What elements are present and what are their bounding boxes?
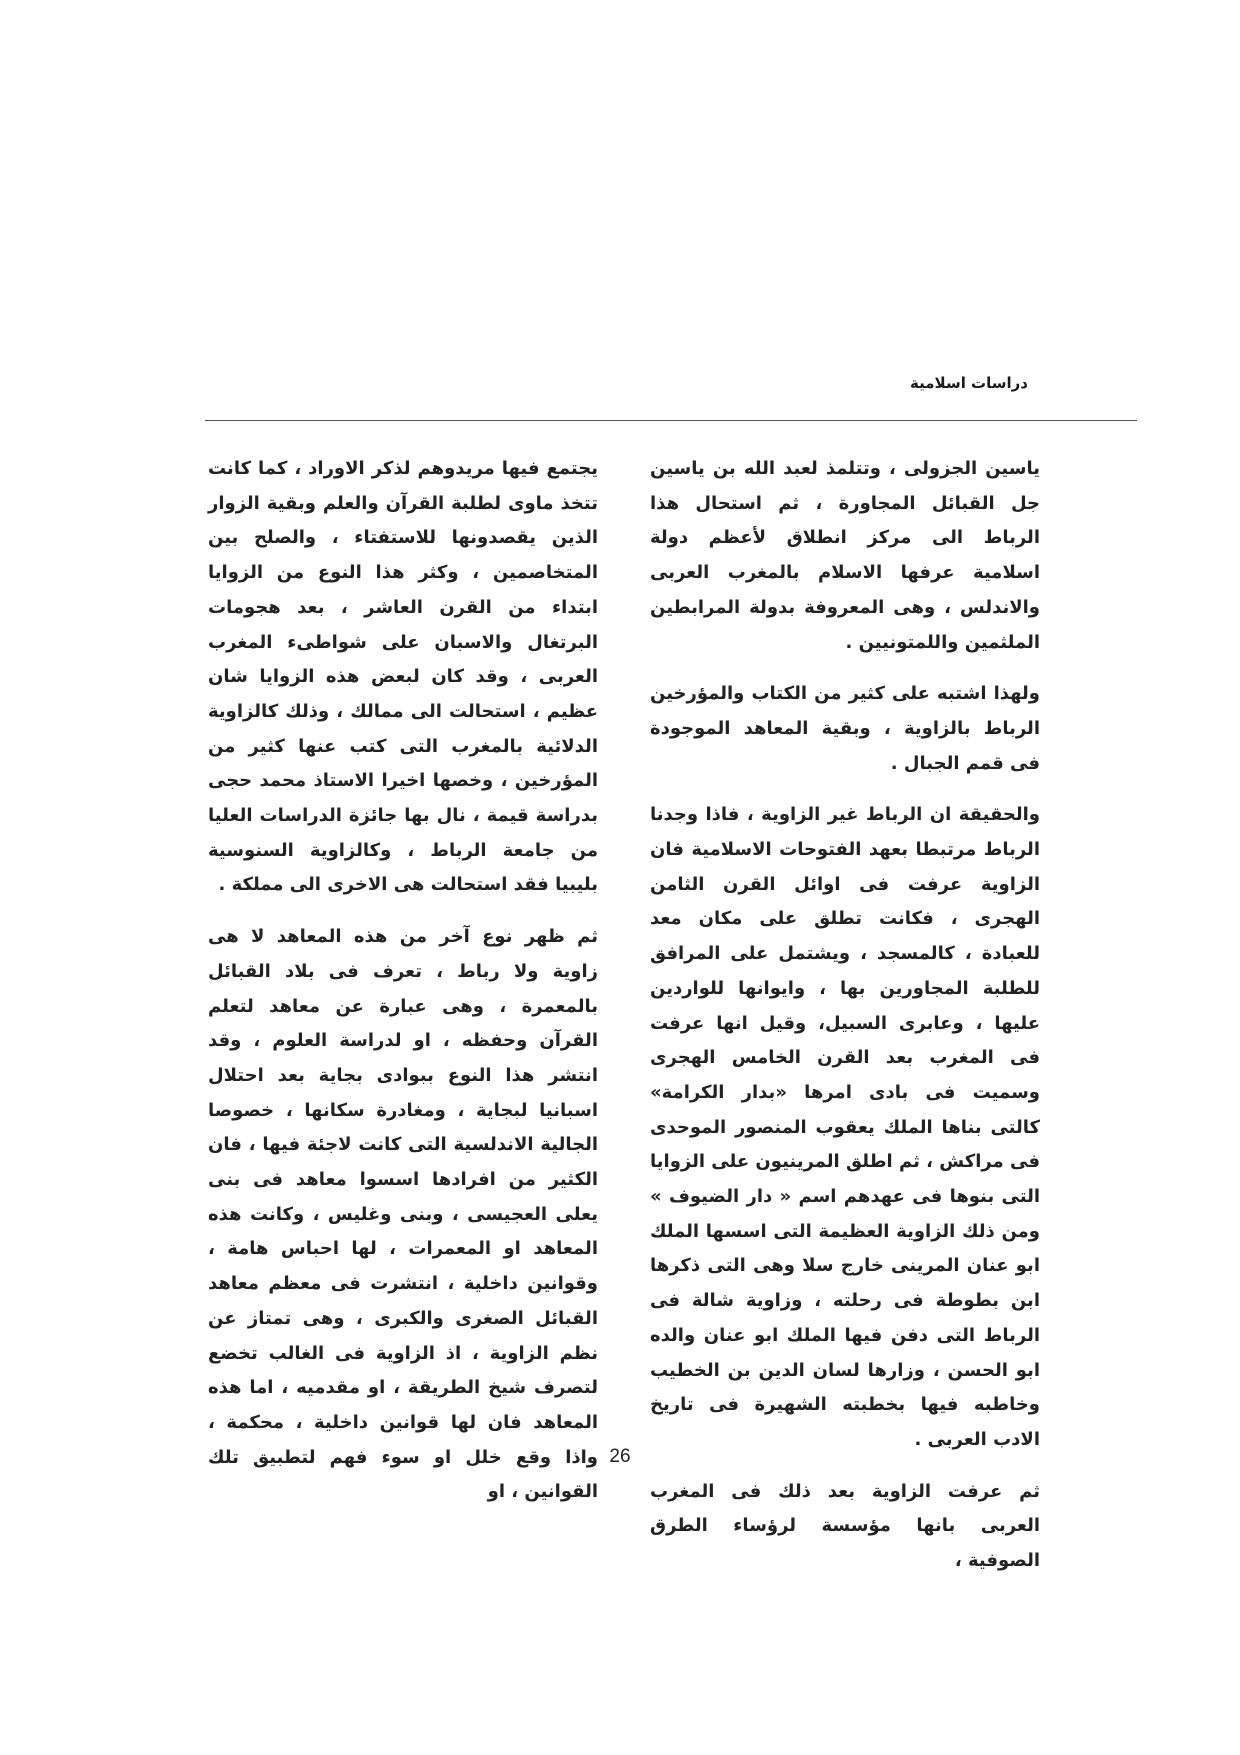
right-column [650,452,1040,1596]
paragraph: والحقيقة ان الرباط غير الزاوية ، فاذا وجدنا الرباط مرتبطا بعهد الفتوحات الاسلامية فان الزاوية عرفت فى اوائل القرن الثامن الهجرى ، فكانت تطلق على مكان معد للعبادة ، كالمسجد ، ويشتمل على المرافق للطلبة المجاورين بها ، وايوانها للواردين عليها ، وعابرى السبيل، وقيل انها عرفت فى المغرب بعد القرن الخامس الهجرى وسميت فى بادى امرها «بدار الكرامة» كالتى بناها الملك يعقوب المنصور الموحدى فى مراكش ، ثم اطلق المرينيون على الزوايا التى بنوها فى عهدهم اسم « دار الضيوف » ومن ذلك الزاوية العظيمة التى اسسها الملك ابو عنان المرينى خارج سلا وهى التى ذكرها ابن بطوطة فى رحلته ، وزاوية شالة فى الرباط التى دفن فيها الملك ابو عنان والده ابو الحسن ، وزارها لسان الدين بن الخطيب وخاطبه فيها بخطبته الشهيرة فى تاريخ الادب العربى . [650,804,1040,1450]
left-column [208,452,598,1527]
page-number: 26 [609,1446,631,1467]
paragraph: ثم ظهر نوع آخر من هذه المعاهد لا هى زاوية ولا رباط ، تعرف فى بلاد القبائل بالمعمرة ، وهى عبارة عن معاهد لتعلم القرآن وحفظه ، او لدراسة العلوم ، وقد انتشر هذا النوع ببوادى بجاية بعد احتلال اسبانيا لبجاية ، ومغادرة سكانها ، خصوصا الجالية الاندلسية التى كانت لاجئة فيها ، فان الكثير من افرادها اسسوا معاهد فى بنى يعلى العجيسى ، وبنى وغليس ، وكانت هذه المعاهد او المعمرات ، لها احباس هامة ، وقوانين داخلية ، انتشرت فى معظم معاهد القبائل الصغرى والكبرى ، وهى تمتاز عن نظم الزاوية ، اذ الزاوية فى الغالب تخضع لتصرف شيخ الطريقة ، او مقدميه ، اما هذه المعاهد فان لها قوانين داخلية ، محكمة ، واذا وقع خلل او سوء فهم لتطبيق تلك القوانين ، او [208,926,598,1503]
running-title: دراسات اسلامية [910,374,1028,392]
paragraph: ياسين الجزولى ، وتتلمذ لعبد الله بن ياسين جل القبائل المجاورة ، ثم استحال هذا الرباط الى مركز انطلاق لأعظم دولة اسلامية عرفها الاسلام بالمغرب العربى والاندلس ، وهى المعروفة بدولة المرابطين الملثمين واللمتونيين . [650,458,1040,653]
paragraph: ثم عرفت الزاوية بعد ذلك فى المغرب العربى بانها مؤسسة لرؤساء الطرق الصوفية ، [650,1480,1040,1572]
paragraph: ولهذا اشتبه على كثير من الكتاب والمؤرخين الرباط بالزاوية ، وبقية المعاهد الموجودة فى قمم الجبال . [650,683,1040,774]
header-rule [205,420,1137,421]
paragraph: يجتمع فيها مريدوهم لذكر الاوراد ، كما كانت تتخذ ماوى لطلبة القرآن والعلم وبقية الزوار الذين يقصدونها للاستفتاء ، والصلح بين المتخاصمين ، وكثر هذا النوع من الزوايا ابتداء من القرن العاشر ، بعد هجومات البرتغال والاسبان على شواطىء المغرب العربى ، وقد كان لبعض هذه الزوايا شان عظيم ، استحالت الى ممالك ، وذلك كالزاوية الدلائية بالمغرب التى كتب عنها كثير من المؤرخين ، وخصها اخيرا الاستاذ محمد حجى بدراسة قيمة ، نال بها جائزة الدراسات العليا من جامعة الرباط ، وكالزاوية السنوسية بليبيا فقد استحالت هى الاخرى الى مملكة . [208,458,598,896]
